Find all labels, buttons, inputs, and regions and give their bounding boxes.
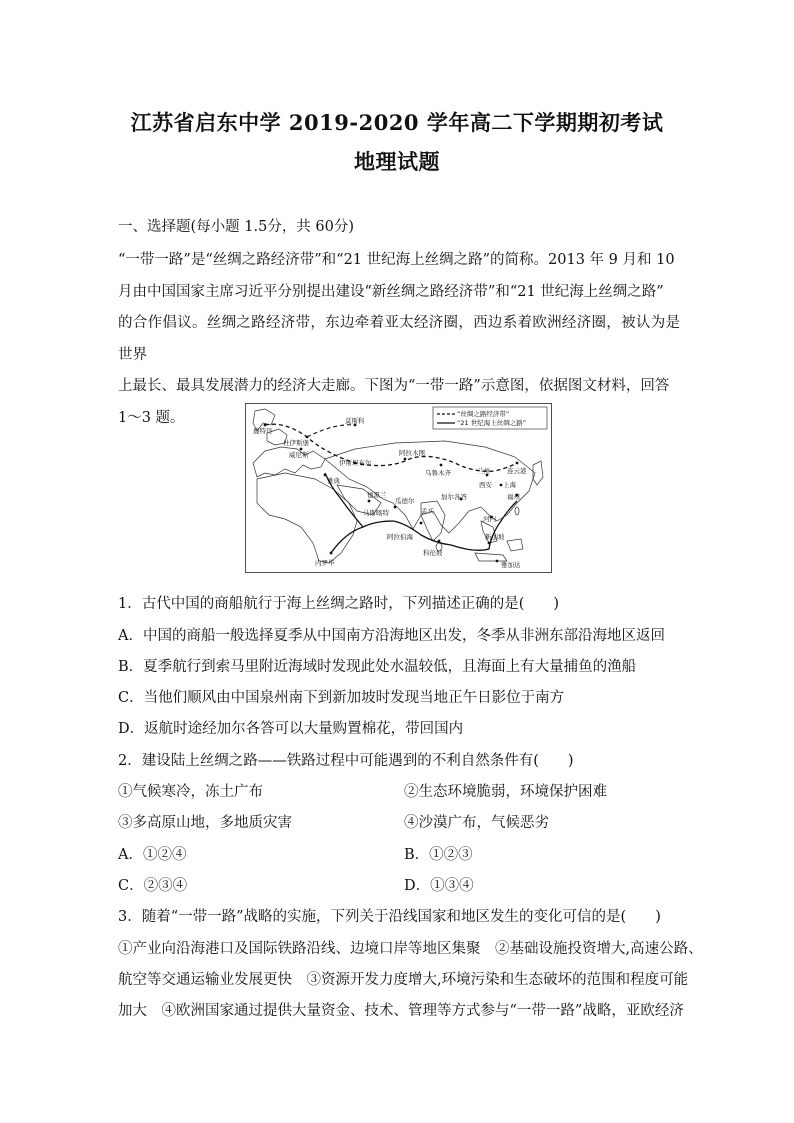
label-fuzhou: 福州 bbox=[507, 493, 520, 501]
label-nairobi: 内罗毕 bbox=[315, 559, 335, 567]
legend-sea: “21 世纪海上丝绸之路” bbox=[457, 419, 527, 427]
section-heading: 一、选择题(每小题 1.5分，共 60分) bbox=[118, 219, 355, 235]
q1-stem: 1．古代中国的商船航行于海上丝绸之路时，下列描述正确的是( ) bbox=[118, 596, 560, 612]
q2-item-2: ②生态环境脆弱，环境保护困难 bbox=[404, 784, 607, 800]
label-venice: 威尼斯 bbox=[289, 451, 309, 459]
q2-option-c: C．②③④ bbox=[118, 878, 188, 894]
q1-option-a: A．中国的商船一般选择夏季从中国南方沿海地区出发，冬季从非洲东部沿海地区返回 bbox=[118, 628, 665, 644]
label-almaty: 阿拉木图 bbox=[399, 449, 425, 457]
label-colombo: 科伦坡 bbox=[423, 549, 443, 557]
label-rotterdam: 鹿特丹 bbox=[253, 427, 273, 435]
intro-line: 月由中国国家主席习近平分别提出建设“新丝绸之路经济带”和“21 世纪海上丝绸之路” bbox=[118, 283, 664, 300]
label-xian: 西安 bbox=[479, 481, 492, 489]
label-hanoi: 河内 bbox=[483, 515, 496, 523]
q3-line-1: ①产业向沿海港口及国际铁路沿线、边境口岸等地区集聚 ②基础设施投资增大,高速公路、 bbox=[118, 941, 703, 957]
q2-option-d: D．①③④ bbox=[404, 878, 474, 894]
q2-item-1: ①气候寒冷，冻土广布 bbox=[118, 784, 263, 800]
q1-option-c: C．当他们顺风由中国泉州南下到新加坡时发现当地正午日影位于南方 bbox=[118, 690, 565, 706]
intro-line: 的合作倡议。丝绸之路经济带，东边牵着亚太经济圈，西边系着欧洲经济圈，被认为是世界 bbox=[118, 315, 680, 363]
q1-option-d: D．返航时途经加尔各答可以大量购置棉花，带回国内 bbox=[118, 721, 464, 737]
q3-line-2: 航空等交通运输业发展更快 ③资源开发力度增大,环境污染和生态破坏的范围和程度可能 bbox=[118, 972, 689, 988]
legend-land: “丝绸之路经济带” bbox=[457, 410, 510, 418]
label-athens: 雅典 bbox=[327, 477, 340, 485]
label-moscow: 莫斯科 bbox=[345, 417, 365, 425]
label-urumqi: 乌鲁木齐 bbox=[425, 469, 451, 477]
q2-option-b: B．①②③ bbox=[404, 847, 473, 863]
label-arabian-sea: 阿拉伯海 bbox=[387, 533, 413, 541]
q2-option-a: A．①②④ bbox=[118, 847, 187, 863]
label-istanbul: 伊斯坦布尔 bbox=[339, 459, 372, 467]
label-gwadar: 瓜德尔 bbox=[395, 497, 415, 505]
label-singapore: 新加坡 bbox=[485, 533, 505, 541]
label-duisburg: 杜伊斯堡 bbox=[283, 439, 309, 447]
q2-item-4: ④沙漠广布，气候恶劣 bbox=[404, 815, 549, 831]
label-mumbai: 孟买 bbox=[421, 507, 434, 515]
label-jakarta: 雅加达 bbox=[501, 561, 521, 569]
label-shanghai: 上海 bbox=[503, 481, 516, 489]
intro-line: “一带一路”是“丝绸之路经济带”和“21 世纪海上丝绸之路”的简称。2013 年 9 月和 10 bbox=[118, 252, 675, 268]
intro-line: 上最长、最具发展潜力的经济大走廊。下图为“一带一路”示意图，依据图文材料，回答 bbox=[118, 378, 670, 394]
exam-title: 江苏省启东中学 2019-2020 学年高二下学期期初考试 bbox=[130, 110, 664, 135]
exam-subtitle: 地理试题 bbox=[354, 149, 440, 174]
label-lianyungang: 连云港 bbox=[507, 467, 527, 475]
q3-line-3: 加大 ④欧洲国家通过提供大量资金、技术、管理等方式参与“一带一路”战略，亚欧经济 bbox=[118, 1003, 684, 1019]
q2-item-3: ③多高原山地，多地质灾害 bbox=[118, 815, 292, 831]
q1-option-b: B．夏季航行到索马里附近海域时发现此处水温较低，且海面上有大量捕鱼的渔船 bbox=[118, 659, 637, 675]
q2-stem: 2．建设陆上丝绸之路——铁路过程中可能遇到的不利自然条件有( ) bbox=[118, 753, 574, 769]
label-muscat: 马斯喀特 bbox=[363, 509, 389, 517]
belt-road-map bbox=[245, 403, 552, 573]
intro-line: 1～3 题。 bbox=[118, 409, 185, 426]
q3-stem: 3．随着“一带一路”战略的实施，下列关于沿线国家和地区发生的变化可信的是( ) bbox=[118, 909, 661, 925]
label-lanzhou: 兰州 bbox=[477, 467, 490, 475]
label-tehran: 德黑兰 bbox=[367, 491, 387, 499]
label-kolkata: 加尔各答 bbox=[441, 493, 467, 501]
